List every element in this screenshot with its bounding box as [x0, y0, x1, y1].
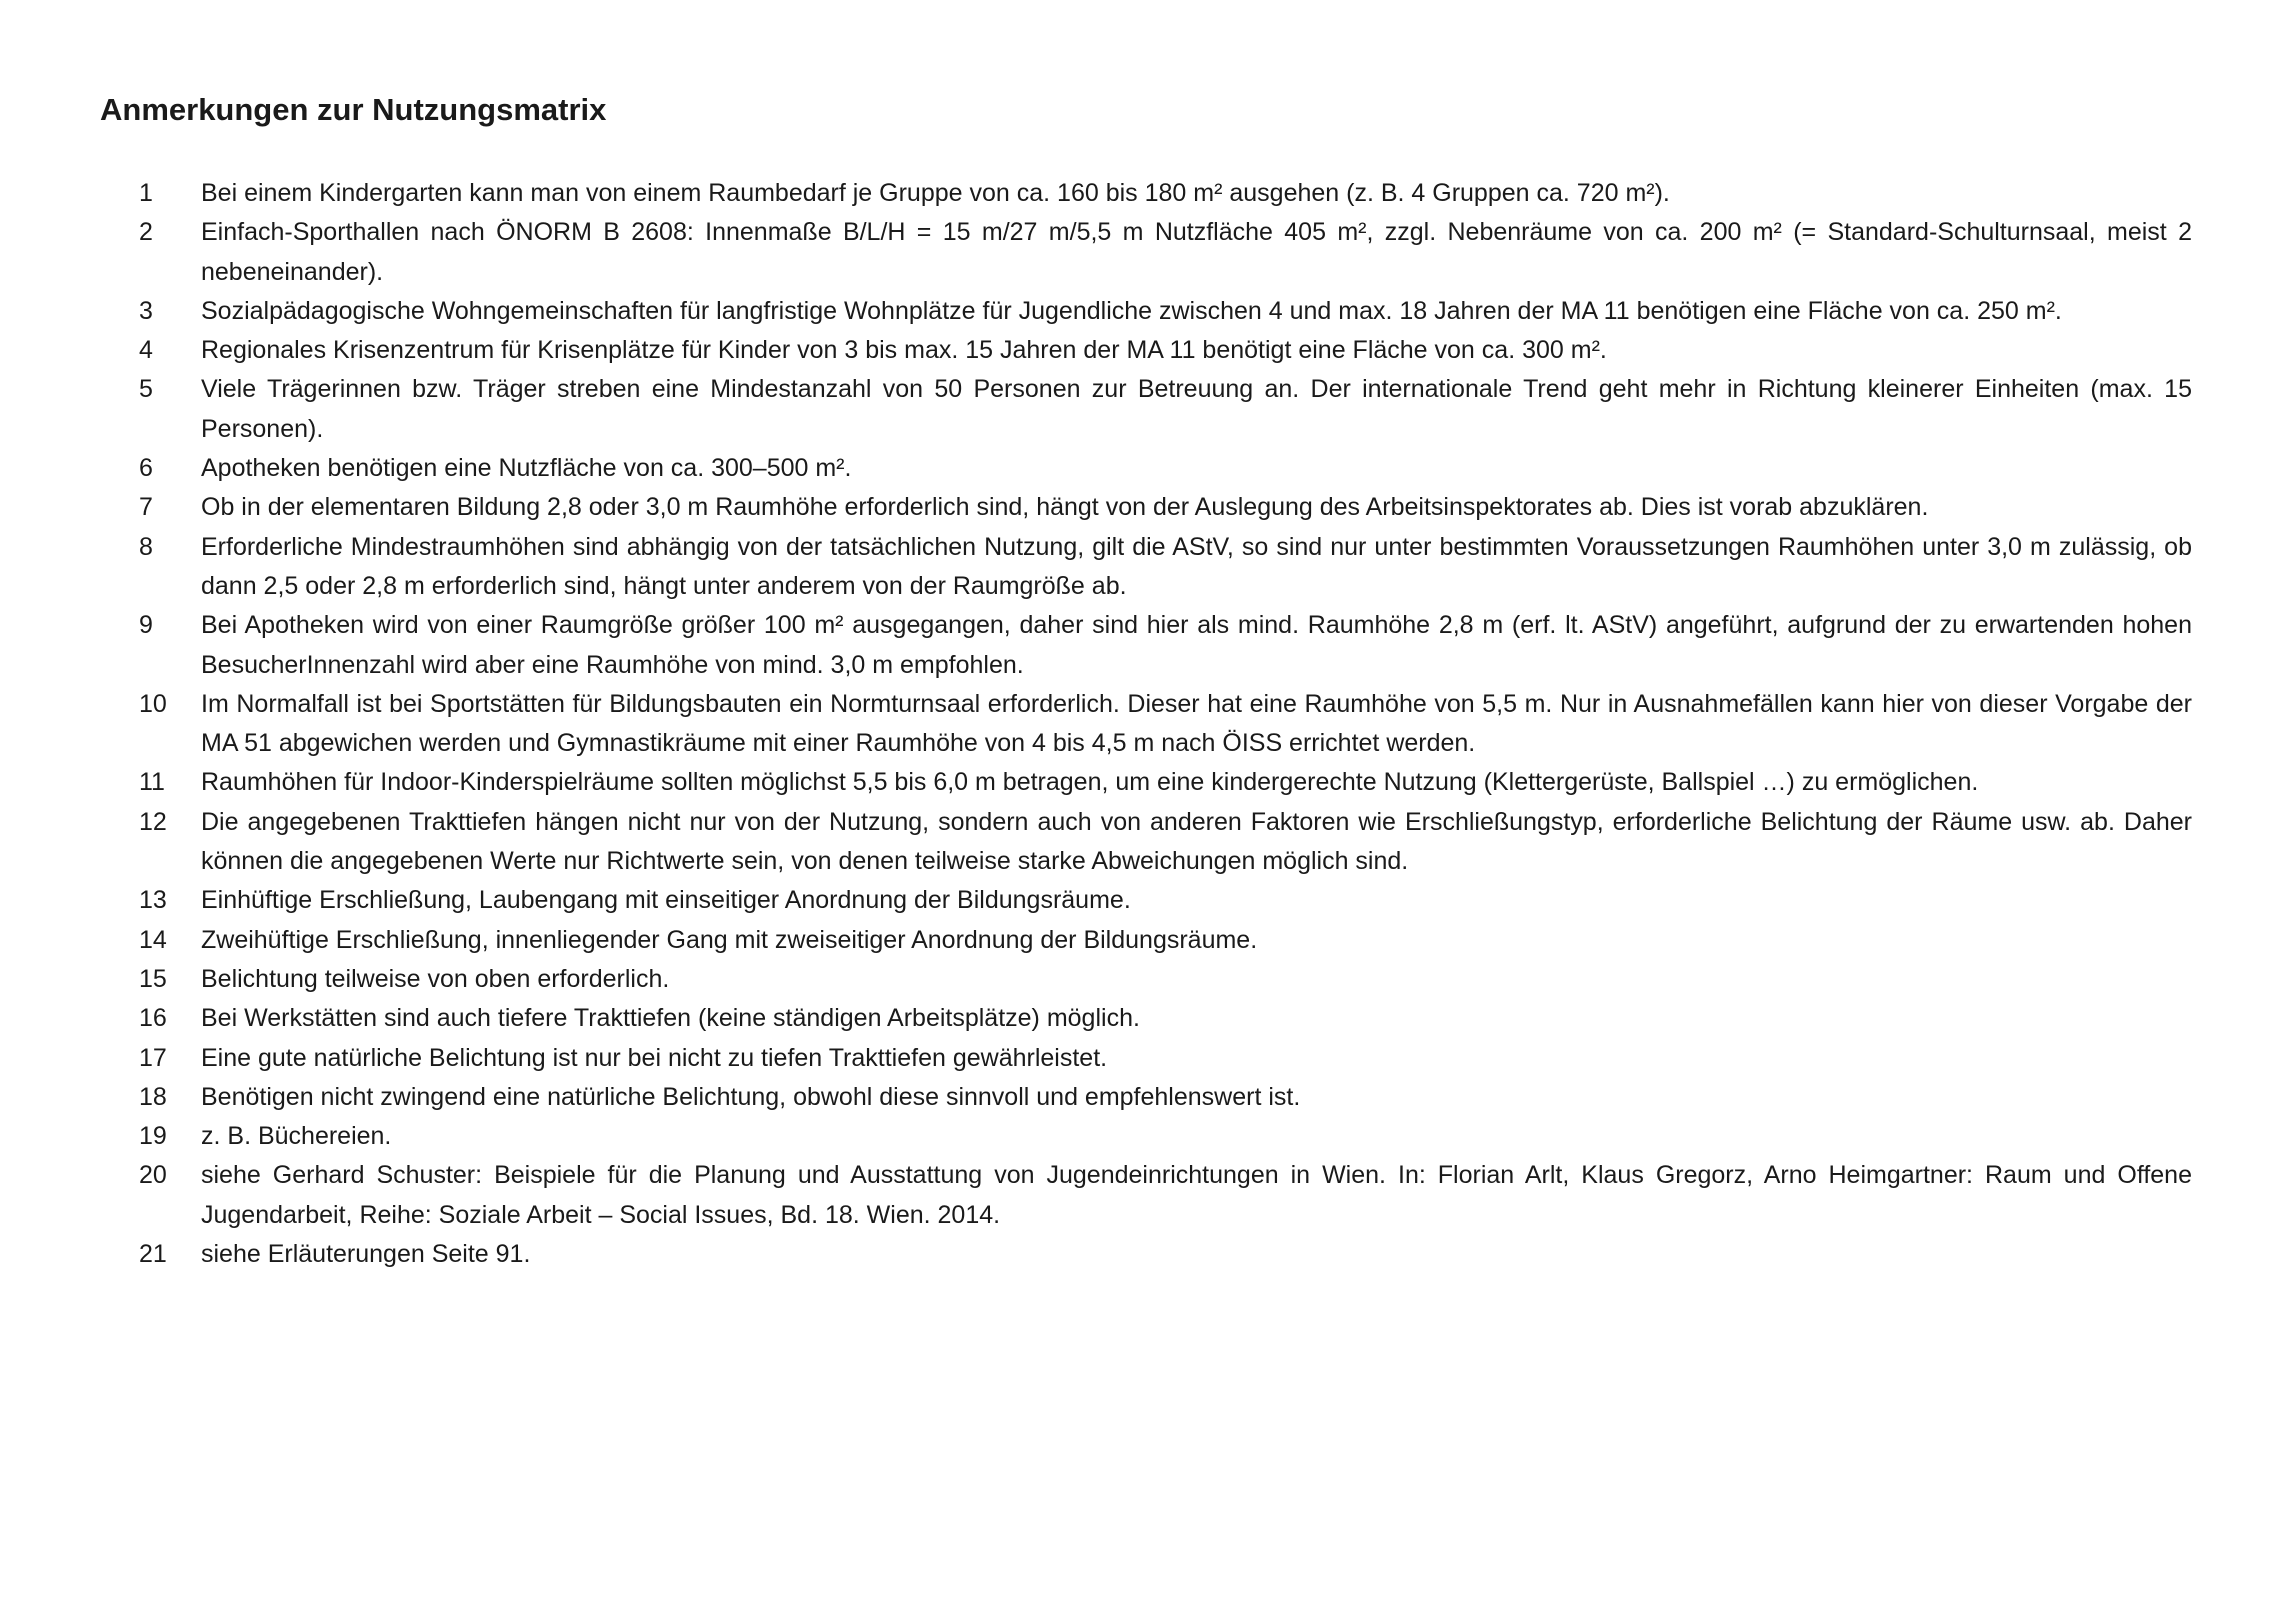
note-number: 4 [139, 336, 153, 365]
note-item [0, 488, 2283, 527]
note-item [0, 1156, 2283, 1235]
note-number: 1 [139, 179, 153, 207]
note-item [0, 1078, 2283, 1117]
note-item [0, 370, 2283, 449]
note-text: Raumhöhen für Indoor-Kinderspielräume sollten möglichst 5,5 bis 6,0 m betragen, um eine kindergerechte Nutzung (Klettergerüste, Ballspiel …) zu ermöglichen. [201, 768, 1979, 797]
note-text: Regionales Krisenzentrum für Krisenplätze für Kinder von 3 bis max. 15 Jahren der MA 11 benötigt eine Fläche von ca. 300 m². [201, 336, 1607, 365]
note-text: Sozialpädagogische Wohngemeinschaften für langfristige Wohnplätze für Jugendliche zwischen 4 und max. 18 Jahren der MA 11 benötigen eine Fläche von ca. 250 m². [201, 296, 2062, 325]
note-number: 14 [139, 925, 167, 954]
note-number: 21 [139, 1240, 167, 1269]
note-text: Belichtung teilweise von oben erforderlich. [201, 964, 670, 993]
note-item [0, 1117, 2283, 1156]
note-text: Apotheken benötigen eine Nutzfläche von ca. 300–500 m². [201, 454, 852, 483]
note-number: 19 [139, 1122, 167, 1151]
note-item [0, 881, 2283, 920]
note-item [0, 1235, 2283, 1274]
note-item [0, 174, 2283, 213]
note-item [0, 803, 2283, 882]
note-text: z. B. Büchereien. [201, 1122, 392, 1151]
note-number: 11 [139, 768, 165, 797]
note-text: siehe Gerhard Schuster: Beispiele für die Planung und Ausstattung von Jugendeinrichtungen in Wien. In: Florian Arlt, Klaus Gregorz, Arno Heimgartner: Raum und Offene Jugendarbeit, Reihe: Soziale Arbeit – Social Issues, Bd. 18. Wien. 2014. [201, 1161, 2192, 1229]
note-number: 17 [139, 1043, 167, 1072]
note-number: 20 [139, 1161, 167, 1190]
note-text: Die angegebenen Trakttiefen hängen nicht nur von der Nutzung, sondern auch von anderen Faktoren wie Erschließungstyp, erforderliche Belichtung der Räume usw. ab. Daher können die angegebenen Werte nur Richtwerte sein, von denen teilweise starke Abweichungen möglich sind. [201, 807, 2192, 876]
note-text: siehe Erläuterungen Seite 91. [201, 1240, 531, 1269]
note-text: Viele Trägerinnen bzw. Träger streben eine Mindestanzahl von 50 Personen zur Betreuung an. Der internationale Trend geht mehr in Richtung kleinerer Einheiten (max. 15 Personen). [201, 375, 2192, 443]
notes-list [0, 174, 2283, 1274]
note-text: Im Normalfall ist bei Sportstätten für Bildungsbauten ein Normturnsaal erforderlich. Dieser hat eine Raumhöhe von 5,5 m. Nur in Ausnahmefällen kann hier von dieser Vorgabe der MA 51 abgewichen werden und Gymnastikräume mit einer Raumhöhe von 4 bis 4,5 m nach ÖISS errichtet werden. [201, 689, 2192, 758]
note-number: 6 [139, 454, 153, 483]
note-text: Einfach-Sporthallen nach ÖNORM B 2608: Innenmaße B/L/H = 15 m/27 m/5,5 m Nutzfläche 405 m², zzgl. Nebenräume von ca. 200 m² (= Standard-Schulturnsaal, meist 2 nebeneinander). [201, 218, 2192, 286]
note-text: Bei Apotheken wird von einer Raumgröße größer 100 m² ausgegangen, daher sind hier als mind. Raumhöhe 2,8 m (erf. lt. AStV) angeführt, aufgrund der zu erwartenden hohen BesucherInnenzahl wird aber eine Raumhöhe von mind. 3,0 m empfohlen. [201, 611, 2192, 679]
note-text: Bei einem Kindergarten kann man von einem Raumbedarf je Gruppe von ca. 160 bis 180 m² ausgehen (z. B. 4 Gruppen ca. 720 m²). [201, 179, 1670, 207]
note-text: Benötigen nicht zwingend eine natürliche Belichtung, obwohl diese sinnvoll und empfehlenswert ist. [201, 1082, 1301, 1111]
note-item [0, 213, 2283, 292]
note-item [0, 292, 2283, 331]
note-item [0, 921, 2283, 960]
note-text: Bei Werkstätten sind auch tiefere Trakttiefen (keine ständigen Arbeitsplätze) möglich. [201, 1004, 1140, 1033]
note-number: 12 [139, 807, 167, 836]
note-item [0, 999, 2283, 1038]
note-text: Zweihüftige Erschließung, innenliegender Gang mit zweiseitiger Anordnung der Bildungsräume. [201, 925, 1258, 954]
note-number: 2 [139, 218, 153, 247]
note-item [0, 1039, 2283, 1078]
note-text: Einhüftige Erschließung, Laubengang mit einseitiger Anordnung der Bildungsräume. [201, 886, 1131, 915]
note-item [0, 449, 2283, 488]
note-number: 8 [139, 532, 153, 561]
note-text: Eine gute natürliche Belichtung ist nur bei nicht zu tiefen Trakttiefen gewährleistet. [201, 1043, 1108, 1072]
note-number: 7 [139, 493, 153, 522]
note-number: 9 [139, 611, 153, 640]
note-number: 5 [139, 375, 153, 404]
note-item [0, 528, 2283, 607]
note-item [0, 331, 2283, 370]
note-number: 3 [139, 296, 153, 325]
note-item [0, 763, 2283, 802]
note-item [0, 606, 2283, 685]
note-number: 13 [139, 886, 167, 915]
note-item [0, 960, 2283, 999]
note-text: Erforderliche Mindestraumhöhen sind abhängig von der tatsächlichen Nutzung, gilt die AStV, so sind nur unter bestimmten Voraussetzungen Raumhöhen unter 3,0 m zulässig, ob dann 2,5 oder 2,8 m erforderlich sind, hängt unter anderem von der Raumgröße ab. [201, 532, 2192, 600]
note-number: 18 [139, 1082, 167, 1111]
note-item [0, 685, 2283, 764]
note-number: 10 [139, 689, 167, 718]
note-text: Ob in der elementaren Bildung 2,8 oder 3,0 m Raumhöhe erforderlich sind, hängt von der Auslegung des Arbeitsinspektorates ab. Dies ist vorab abzuklären. [201, 493, 1929, 522]
note-number: 15 [139, 964, 167, 993]
note-number: 16 [139, 1004, 167, 1033]
page-title: Anmerkungen zur Nutzungsmatrix [100, 92, 607, 127]
